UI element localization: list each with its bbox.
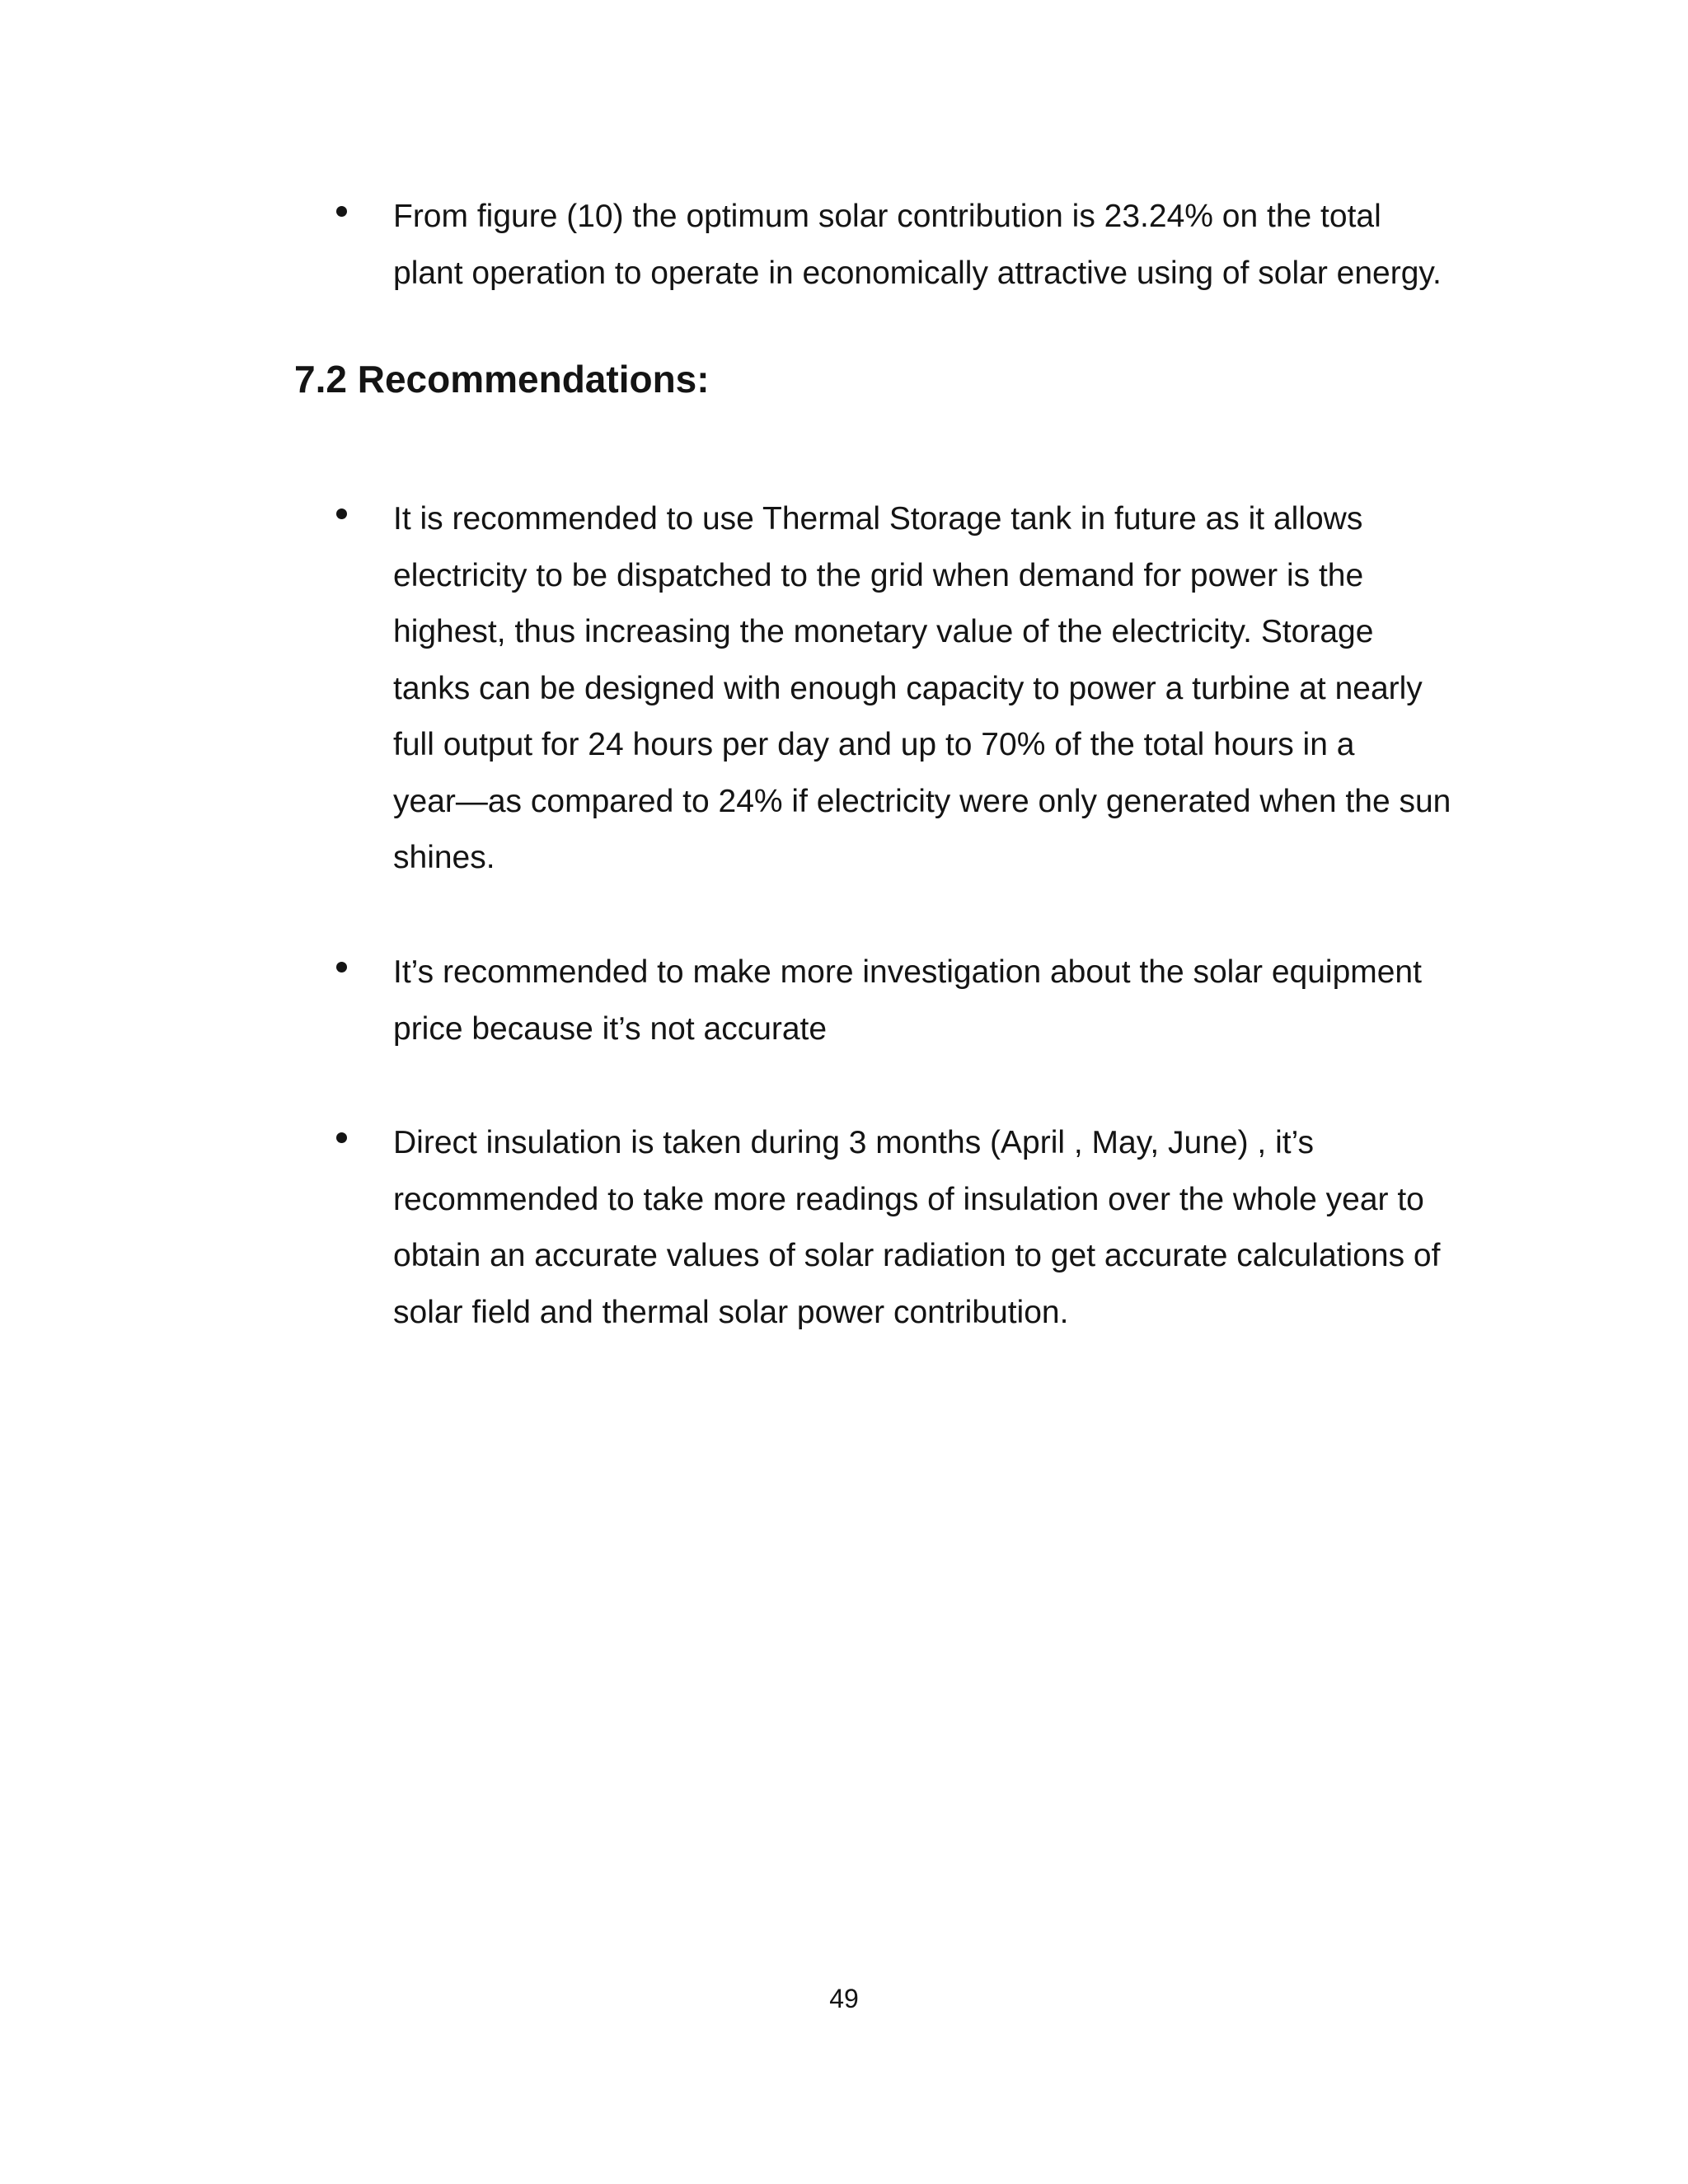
recommendation-item xyxy=(336,944,1515,1060)
bullet-icon xyxy=(336,962,347,972)
text-line: From figure (10) the optimum solar contribution is 23.24% on the total xyxy=(393,199,1381,234)
bullet-icon xyxy=(336,509,347,519)
bullet-icon xyxy=(336,1132,347,1143)
text-line: highest, thus increasing the monetary value of the electricity. Storage xyxy=(393,614,1374,649)
bullet-icon xyxy=(336,206,347,217)
text-line: recommended to take more readings of insulation over the whole year to xyxy=(393,1181,1424,1217)
text-line: It’s recommended to make more investigation about the solar equipment xyxy=(393,954,1422,990)
recommendation-item xyxy=(336,1115,1515,1346)
text-line: year—as compared to 24% if electricity were only generated when the sun xyxy=(393,783,1451,819)
section-heading: 7.2 Recommendations: xyxy=(294,358,710,401)
text-line: electricity to be dispatched to the grid when demand for power is the xyxy=(393,557,1364,593)
text-line: It is recommended to use Thermal Storage tank in future as it allows xyxy=(393,501,1363,537)
recommendation-item xyxy=(336,491,1515,887)
recommendation-text xyxy=(393,491,1531,887)
text-line: shines. xyxy=(393,840,495,875)
text-line: plant operation to operate in economically attractive using of solar energy. xyxy=(393,255,1442,291)
intro-bullet-item xyxy=(336,189,1515,304)
intro-bullet-text xyxy=(393,189,1531,302)
text-line: obtain an accurate values of solar radiation to get accurate calculations of xyxy=(393,1238,1441,1273)
page-number: 49 xyxy=(829,1984,859,2013)
text-line: solar field and thermal solar power contribution. xyxy=(393,1294,1069,1330)
recommendation-text xyxy=(393,944,1531,1057)
recommendation-text xyxy=(393,1115,1531,1341)
text-line: full output for 24 hours per day and up to 70% of the total hours in a xyxy=(393,727,1355,762)
text-line: Direct insulation is taken during 3 months (April , May, June) , it’s xyxy=(393,1125,1315,1160)
text-line: price because it’s not accurate xyxy=(393,1010,828,1047)
text-line: tanks can be designed with enough capacity to power a turbine at nearly xyxy=(393,670,1423,706)
